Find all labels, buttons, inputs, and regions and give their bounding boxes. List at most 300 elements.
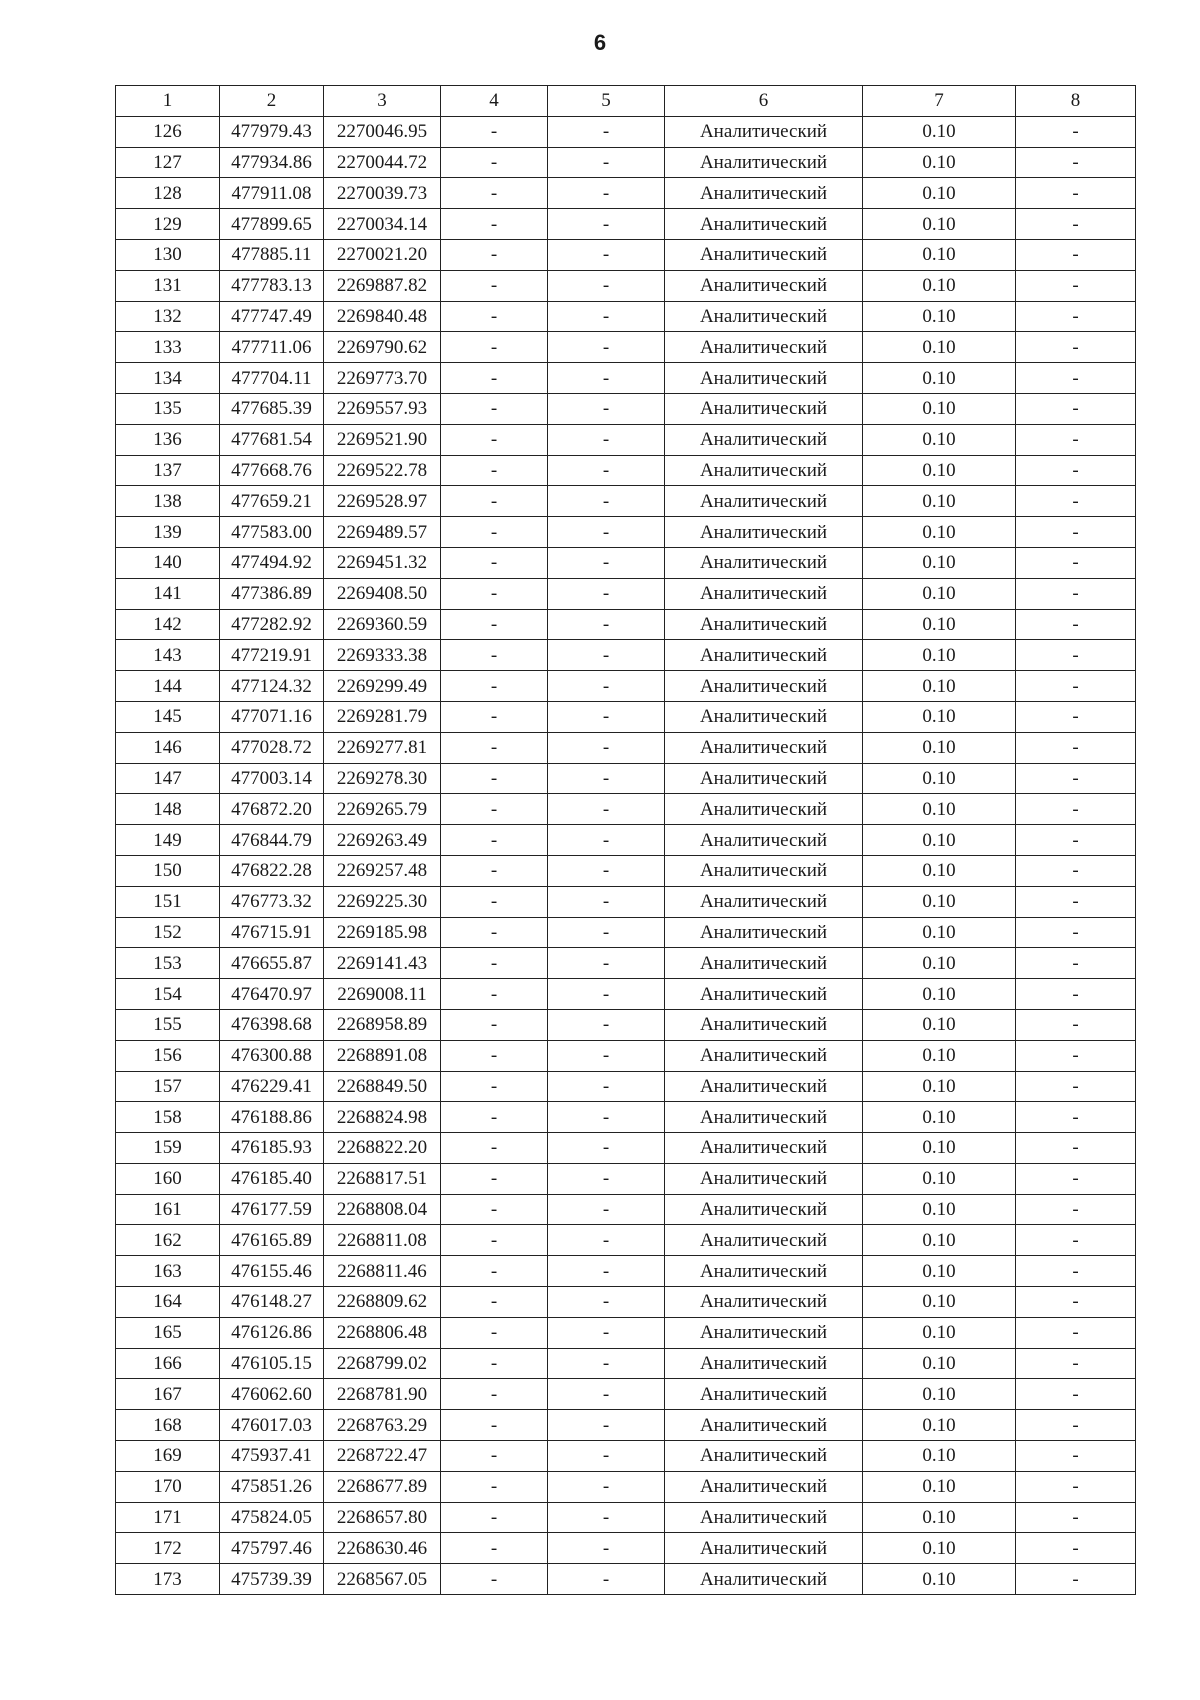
- accuracy-cell: 0.10: [863, 1287, 1016, 1318]
- column-5-cell: -: [548, 178, 665, 209]
- table-row: [116, 332, 1136, 363]
- column-5-cell: -: [548, 209, 665, 240]
- point-number-cell: 149: [116, 825, 220, 856]
- accuracy-cell: 0.10: [863, 917, 1016, 948]
- point-number-cell: 162: [116, 1225, 220, 1256]
- column-8-cell: -: [1016, 1256, 1136, 1287]
- table-row: [116, 393, 1136, 424]
- accuracy-cell: 0.10: [863, 886, 1016, 917]
- table-row: [116, 1163, 1136, 1194]
- column-4-cell: -: [441, 948, 548, 979]
- accuracy-cell: 0.10: [863, 1471, 1016, 1502]
- table-row: [116, 270, 1136, 301]
- x-coordinate-cell: 475824.05: [220, 1502, 324, 1533]
- accuracy-cell: 0.10: [863, 1071, 1016, 1102]
- accuracy-cell: 0.10: [863, 332, 1016, 363]
- x-coordinate-cell: 476188.86: [220, 1102, 324, 1133]
- column-8-cell: -: [1016, 424, 1136, 455]
- x-coordinate-cell: 477911.08: [220, 178, 324, 209]
- column-4-cell: -: [441, 116, 548, 147]
- x-coordinate-cell: 476822.28: [220, 855, 324, 886]
- y-coordinate-cell: 2268822.20: [324, 1133, 441, 1164]
- column-8-cell: -: [1016, 1133, 1136, 1164]
- column-8-cell: -: [1016, 948, 1136, 979]
- column-5-cell: -: [548, 794, 665, 825]
- header-cell: 5: [548, 86, 665, 117]
- column-4-cell: -: [441, 886, 548, 917]
- column-8-cell: -: [1016, 1009, 1136, 1040]
- point-number-cell: 146: [116, 732, 220, 763]
- point-number-cell: 127: [116, 147, 220, 178]
- column-8-cell: -: [1016, 1348, 1136, 1379]
- column-5-cell: -: [548, 547, 665, 578]
- y-coordinate-cell: 2269263.49: [324, 825, 441, 856]
- method-cell: Аналитический: [665, 1009, 863, 1040]
- column-5-cell: -: [548, 1256, 665, 1287]
- column-8-cell: -: [1016, 1441, 1136, 1472]
- x-coordinate-cell: 475851.26: [220, 1471, 324, 1502]
- column-4-cell: -: [441, 486, 548, 517]
- accuracy-cell: 0.10: [863, 1225, 1016, 1256]
- accuracy-cell: 0.10: [863, 147, 1016, 178]
- point-number-cell: 139: [116, 517, 220, 548]
- point-number-cell: 140: [116, 547, 220, 578]
- y-coordinate-cell: 2269278.30: [324, 763, 441, 794]
- column-5-cell: -: [548, 1133, 665, 1164]
- method-cell: Аналитический: [665, 1564, 863, 1595]
- accuracy-cell: 0.10: [863, 1256, 1016, 1287]
- column-5-cell: -: [548, 301, 665, 332]
- y-coordinate-cell: 2269773.70: [324, 363, 441, 394]
- point-number-cell: 156: [116, 1040, 220, 1071]
- method-cell: Аналитический: [665, 1502, 863, 1533]
- accuracy-cell: 0.10: [863, 671, 1016, 702]
- method-cell: Аналитический: [665, 794, 863, 825]
- method-cell: Аналитический: [665, 1071, 863, 1102]
- x-coordinate-cell: 477899.65: [220, 209, 324, 240]
- column-8-cell: -: [1016, 517, 1136, 548]
- x-coordinate-cell: 476177.59: [220, 1194, 324, 1225]
- x-coordinate-cell: 477003.14: [220, 763, 324, 794]
- column-5-cell: -: [548, 701, 665, 732]
- method-cell: Аналитический: [665, 1194, 863, 1225]
- header-cell: 8: [1016, 86, 1136, 117]
- column-4-cell: -: [441, 1163, 548, 1194]
- column-5-cell: -: [548, 886, 665, 917]
- x-coordinate-cell: 477659.21: [220, 486, 324, 517]
- column-4-cell: -: [441, 547, 548, 578]
- y-coordinate-cell: 2269277.81: [324, 732, 441, 763]
- y-coordinate-cell: 2268811.08: [324, 1225, 441, 1256]
- accuracy-cell: 0.10: [863, 1317, 1016, 1348]
- x-coordinate-cell: 475937.41: [220, 1441, 324, 1472]
- column-8-cell: -: [1016, 1102, 1136, 1133]
- y-coordinate-cell: 2269265.79: [324, 794, 441, 825]
- x-coordinate-cell: 476300.88: [220, 1040, 324, 1071]
- column-4-cell: -: [441, 825, 548, 856]
- x-coordinate-cell: 476872.20: [220, 794, 324, 825]
- y-coordinate-cell: 2269257.48: [324, 855, 441, 886]
- x-coordinate-cell: 477747.49: [220, 301, 324, 332]
- point-number-cell: 126: [116, 116, 220, 147]
- column-8-cell: -: [1016, 393, 1136, 424]
- column-8-cell: -: [1016, 1040, 1136, 1071]
- y-coordinate-cell: 2269557.93: [324, 393, 441, 424]
- accuracy-cell: 0.10: [863, 1040, 1016, 1071]
- column-4-cell: -: [441, 517, 548, 548]
- x-coordinate-cell: 476105.15: [220, 1348, 324, 1379]
- accuracy-cell: 0.10: [863, 209, 1016, 240]
- point-number-cell: 168: [116, 1410, 220, 1441]
- method-cell: Аналитический: [665, 1163, 863, 1194]
- y-coordinate-cell: 2269281.79: [324, 701, 441, 732]
- column-8-cell: -: [1016, 671, 1136, 702]
- column-4-cell: -: [441, 209, 548, 240]
- method-cell: Аналитический: [665, 1379, 863, 1410]
- column-8-cell: -: [1016, 547, 1136, 578]
- accuracy-cell: 0.10: [863, 116, 1016, 147]
- y-coordinate-cell: 2268806.48: [324, 1317, 441, 1348]
- table-row: [116, 1287, 1136, 1318]
- accuracy-cell: 0.10: [863, 239, 1016, 270]
- table-row: [116, 1441, 1136, 1472]
- header-cell: 7: [863, 86, 1016, 117]
- column-8-cell: -: [1016, 1502, 1136, 1533]
- column-8-cell: -: [1016, 1287, 1136, 1318]
- table-row: [116, 1348, 1136, 1379]
- table-row: [116, 1009, 1136, 1040]
- y-coordinate-cell: 2269008.11: [324, 979, 441, 1010]
- method-cell: Аналитический: [665, 1441, 863, 1472]
- x-coordinate-cell: 477704.11: [220, 363, 324, 394]
- method-cell: Аналитический: [665, 640, 863, 671]
- point-number-cell: 165: [116, 1317, 220, 1348]
- column-4-cell: -: [441, 178, 548, 209]
- table-row: [116, 671, 1136, 702]
- column-8-cell: -: [1016, 1410, 1136, 1441]
- column-4-cell: -: [441, 393, 548, 424]
- table-row: [116, 301, 1136, 332]
- column-8-cell: -: [1016, 609, 1136, 640]
- x-coordinate-cell: 476844.79: [220, 825, 324, 856]
- table-row: [116, 1071, 1136, 1102]
- point-number-cell: 158: [116, 1102, 220, 1133]
- method-cell: Аналитический: [665, 1225, 863, 1256]
- column-8-cell: -: [1016, 917, 1136, 948]
- table-row: [116, 547, 1136, 578]
- method-cell: Аналитический: [665, 732, 863, 763]
- column-5-cell: -: [548, 948, 665, 979]
- x-coordinate-cell: 476715.91: [220, 917, 324, 948]
- x-coordinate-cell: 477219.91: [220, 640, 324, 671]
- accuracy-cell: 0.10: [863, 1379, 1016, 1410]
- point-number-cell: 166: [116, 1348, 220, 1379]
- column-4-cell: -: [441, 701, 548, 732]
- x-coordinate-cell: 476126.86: [220, 1317, 324, 1348]
- method-cell: Аналитический: [665, 855, 863, 886]
- column-4-cell: -: [441, 147, 548, 178]
- y-coordinate-cell: 2268849.50: [324, 1071, 441, 1102]
- accuracy-cell: 0.10: [863, 455, 1016, 486]
- column-5-cell: -: [548, 1040, 665, 1071]
- column-5-cell: -: [548, 1441, 665, 1472]
- table-row: [116, 147, 1136, 178]
- accuracy-cell: 0.10: [863, 701, 1016, 732]
- x-coordinate-cell: 477028.72: [220, 732, 324, 763]
- column-8-cell: -: [1016, 578, 1136, 609]
- point-number-cell: 137: [116, 455, 220, 486]
- column-4-cell: -: [441, 1564, 548, 1595]
- point-number-cell: 163: [116, 1256, 220, 1287]
- y-coordinate-cell: 2269360.59: [324, 609, 441, 640]
- column-8-cell: -: [1016, 363, 1136, 394]
- column-5-cell: -: [548, 332, 665, 363]
- accuracy-cell: 0.10: [863, 1009, 1016, 1040]
- column-5-cell: -: [548, 116, 665, 147]
- point-number-cell: 131: [116, 270, 220, 301]
- column-5-cell: -: [548, 671, 665, 702]
- point-number-cell: 134: [116, 363, 220, 394]
- column-8-cell: -: [1016, 178, 1136, 209]
- method-cell: Аналитический: [665, 763, 863, 794]
- point-number-cell: 129: [116, 209, 220, 240]
- table-body: [116, 116, 1136, 1594]
- point-number-cell: 154: [116, 979, 220, 1010]
- table-row: [116, 886, 1136, 917]
- x-coordinate-cell: 475739.39: [220, 1564, 324, 1595]
- point-number-cell: 173: [116, 1564, 220, 1595]
- column-8-cell: -: [1016, 855, 1136, 886]
- accuracy-cell: 0.10: [863, 979, 1016, 1010]
- column-8-cell: -: [1016, 301, 1136, 332]
- column-5-cell: -: [548, 640, 665, 671]
- x-coordinate-cell: 477282.92: [220, 609, 324, 640]
- method-cell: Аналитический: [665, 886, 863, 917]
- method-cell: Аналитический: [665, 424, 863, 455]
- column-8-cell: -: [1016, 1225, 1136, 1256]
- table-row: [116, 1533, 1136, 1564]
- column-5-cell: -: [548, 1009, 665, 1040]
- method-cell: Аналитический: [665, 517, 863, 548]
- y-coordinate-cell: 2269141.43: [324, 948, 441, 979]
- table-row: [116, 1225, 1136, 1256]
- accuracy-cell: 0.10: [863, 1441, 1016, 1472]
- x-coordinate-cell: 476229.41: [220, 1071, 324, 1102]
- table-row: [116, 732, 1136, 763]
- point-number-cell: 135: [116, 393, 220, 424]
- column-5-cell: -: [548, 855, 665, 886]
- table-row: [116, 239, 1136, 270]
- header-cell: 1: [116, 86, 220, 117]
- column-8-cell: -: [1016, 825, 1136, 856]
- table-row: [116, 455, 1136, 486]
- column-4-cell: -: [441, 763, 548, 794]
- column-4-cell: -: [441, 1502, 548, 1533]
- method-cell: Аналитический: [665, 701, 863, 732]
- method-cell: Аналитический: [665, 1040, 863, 1071]
- header-cell: 4: [441, 86, 548, 117]
- column-5-cell: -: [548, 393, 665, 424]
- column-4-cell: -: [441, 332, 548, 363]
- y-coordinate-cell: 2268763.29: [324, 1410, 441, 1441]
- column-4-cell: -: [441, 301, 548, 332]
- column-5-cell: -: [548, 578, 665, 609]
- x-coordinate-cell: 476655.87: [220, 948, 324, 979]
- column-5-cell: -: [548, 363, 665, 394]
- y-coordinate-cell: 2269528.97: [324, 486, 441, 517]
- table-row: [116, 979, 1136, 1010]
- column-8-cell: -: [1016, 886, 1136, 917]
- column-4-cell: -: [441, 1040, 548, 1071]
- point-number-cell: 145: [116, 701, 220, 732]
- column-5-cell: -: [548, 147, 665, 178]
- header-row: [116, 86, 1136, 117]
- method-cell: Аналитический: [665, 270, 863, 301]
- y-coordinate-cell: 2269408.50: [324, 578, 441, 609]
- x-coordinate-cell: 477885.11: [220, 239, 324, 270]
- column-4-cell: -: [441, 855, 548, 886]
- table-row: [116, 578, 1136, 609]
- x-coordinate-cell: 476185.40: [220, 1163, 324, 1194]
- point-number-cell: 171: [116, 1502, 220, 1533]
- column-8-cell: -: [1016, 701, 1136, 732]
- table-row: [116, 1471, 1136, 1502]
- header-cell: 2: [220, 86, 324, 117]
- y-coordinate-cell: 2269521.90: [324, 424, 441, 455]
- table-row: [116, 948, 1136, 979]
- column-8-cell: -: [1016, 270, 1136, 301]
- point-number-cell: 147: [116, 763, 220, 794]
- point-number-cell: 143: [116, 640, 220, 671]
- accuracy-cell: 0.10: [863, 1194, 1016, 1225]
- table-row: [116, 1379, 1136, 1410]
- header-cell: 6: [665, 86, 863, 117]
- accuracy-cell: 0.10: [863, 825, 1016, 856]
- point-number-cell: 141: [116, 578, 220, 609]
- column-5-cell: -: [548, 270, 665, 301]
- method-cell: Аналитический: [665, 1533, 863, 1564]
- header-cell: 3: [324, 86, 441, 117]
- accuracy-cell: 0.10: [863, 763, 1016, 794]
- accuracy-cell: 0.10: [863, 363, 1016, 394]
- y-coordinate-cell: 2268630.46: [324, 1533, 441, 1564]
- column-8-cell: -: [1016, 1379, 1136, 1410]
- point-number-cell: 138: [116, 486, 220, 517]
- accuracy-cell: 0.10: [863, 486, 1016, 517]
- table-row: [116, 486, 1136, 517]
- accuracy-cell: 0.10: [863, 517, 1016, 548]
- y-coordinate-cell: 2268958.89: [324, 1009, 441, 1040]
- column-5-cell: -: [548, 917, 665, 948]
- column-4-cell: -: [441, 979, 548, 1010]
- method-cell: Аналитический: [665, 178, 863, 209]
- point-number-cell: 170: [116, 1471, 220, 1502]
- accuracy-cell: 0.10: [863, 640, 1016, 671]
- column-8-cell: -: [1016, 979, 1136, 1010]
- column-8-cell: -: [1016, 209, 1136, 240]
- column-5-cell: -: [548, 1471, 665, 1502]
- column-4-cell: -: [441, 1009, 548, 1040]
- method-cell: Аналитический: [665, 363, 863, 394]
- y-coordinate-cell: 2269185.98: [324, 917, 441, 948]
- point-number-cell: 152: [116, 917, 220, 948]
- point-number-cell: 151: [116, 886, 220, 917]
- column-8-cell: -: [1016, 1564, 1136, 1595]
- table-row: [116, 609, 1136, 640]
- y-coordinate-cell: 2270044.72: [324, 147, 441, 178]
- point-number-cell: 167: [116, 1379, 220, 1410]
- x-coordinate-cell: 476470.97: [220, 979, 324, 1010]
- table-row: [116, 424, 1136, 455]
- column-8-cell: -: [1016, 1163, 1136, 1194]
- accuracy-cell: 0.10: [863, 178, 1016, 209]
- y-coordinate-cell: 2270046.95: [324, 116, 441, 147]
- method-cell: Аналитический: [665, 979, 863, 1010]
- table-row: [116, 1256, 1136, 1287]
- x-coordinate-cell: 477583.00: [220, 517, 324, 548]
- table-row: [116, 209, 1136, 240]
- point-number-cell: 142: [116, 609, 220, 640]
- y-coordinate-cell: 2269299.49: [324, 671, 441, 702]
- x-coordinate-cell: 476062.60: [220, 1379, 324, 1410]
- method-cell: Аналитический: [665, 455, 863, 486]
- point-number-cell: 161: [116, 1194, 220, 1225]
- column-4-cell: -: [441, 1225, 548, 1256]
- y-coordinate-cell: 2269790.62: [324, 332, 441, 363]
- method-cell: Аналитический: [665, 1102, 863, 1133]
- table-row: [116, 178, 1136, 209]
- method-cell: Аналитический: [665, 1410, 863, 1441]
- table-row: [116, 1194, 1136, 1225]
- method-cell: Аналитический: [665, 917, 863, 948]
- x-coordinate-cell: 477124.32: [220, 671, 324, 702]
- y-coordinate-cell: 2268567.05: [324, 1564, 441, 1595]
- column-4-cell: -: [441, 1441, 548, 1472]
- y-coordinate-cell: 2269840.48: [324, 301, 441, 332]
- table-row: [116, 640, 1136, 671]
- accuracy-cell: 0.10: [863, 1410, 1016, 1441]
- x-coordinate-cell: 476165.89: [220, 1225, 324, 1256]
- column-5-cell: -: [548, 1502, 665, 1533]
- accuracy-cell: 0.10: [863, 547, 1016, 578]
- column-5-cell: -: [548, 979, 665, 1010]
- accuracy-cell: 0.10: [863, 732, 1016, 763]
- y-coordinate-cell: 2268811.46: [324, 1256, 441, 1287]
- y-coordinate-cell: 2268657.80: [324, 1502, 441, 1533]
- x-coordinate-cell: 475797.46: [220, 1533, 324, 1564]
- column-4-cell: -: [441, 1410, 548, 1441]
- point-number-cell: 128: [116, 178, 220, 209]
- column-8-cell: -: [1016, 455, 1136, 486]
- y-coordinate-cell: 2269451.32: [324, 547, 441, 578]
- column-5-cell: -: [548, 1379, 665, 1410]
- point-number-cell: 164: [116, 1287, 220, 1318]
- method-cell: Аналитический: [665, 1348, 863, 1379]
- y-coordinate-cell: 2268677.89: [324, 1471, 441, 1502]
- table-row: [116, 917, 1136, 948]
- column-8-cell: -: [1016, 794, 1136, 825]
- table-row: [116, 1317, 1136, 1348]
- column-4-cell: -: [441, 1256, 548, 1287]
- column-4-cell: -: [441, 917, 548, 948]
- column-4-cell: -: [441, 424, 548, 455]
- column-5-cell: -: [548, 1225, 665, 1256]
- table-row: [116, 701, 1136, 732]
- method-cell: Аналитический: [665, 147, 863, 178]
- y-coordinate-cell: 2270034.14: [324, 209, 441, 240]
- column-8-cell: -: [1016, 486, 1136, 517]
- y-coordinate-cell: 2268799.02: [324, 1348, 441, 1379]
